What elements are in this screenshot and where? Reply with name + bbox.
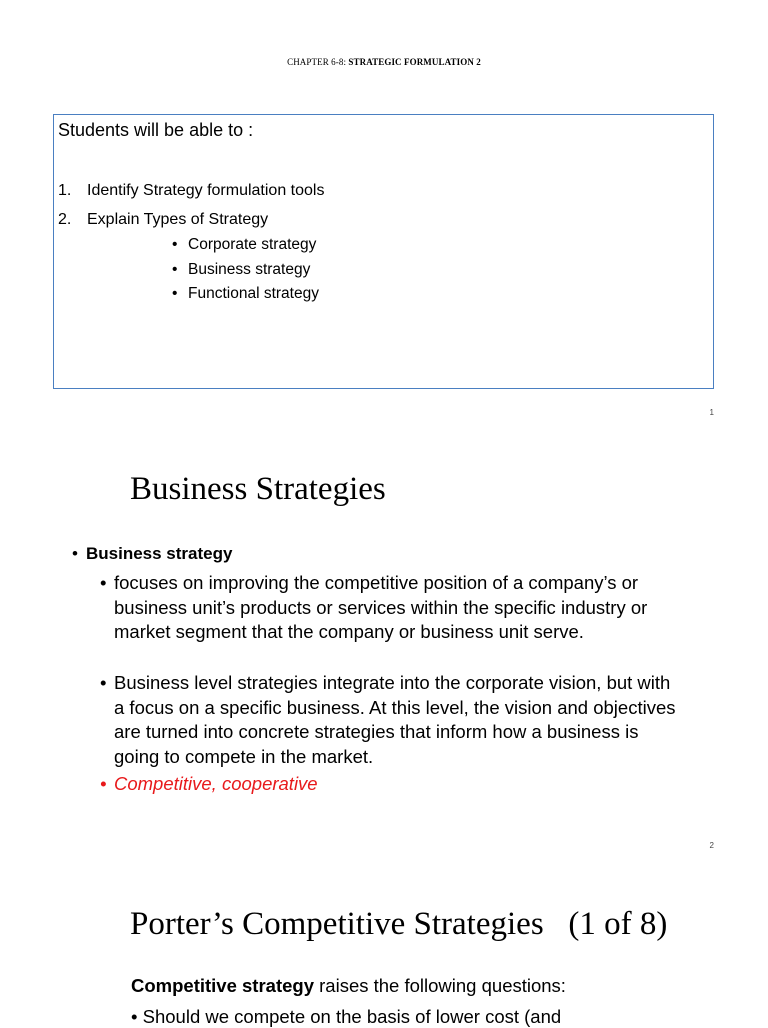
strategy-type-item: [172, 285, 319, 303]
bullet-icon: •: [72, 544, 78, 563]
bullet-item: [100, 571, 680, 645]
objectives-box: [53, 114, 714, 389]
slide-title: Business Strategies: [130, 471, 386, 507]
bullet-icon: •: [172, 236, 178, 253]
bullet-icon: •: [100, 572, 107, 593]
bullet-item: [100, 671, 680, 769]
porter-intro-rest: raises the following questions:: [314, 975, 566, 996]
bullet-icon: •: [100, 672, 107, 693]
bullet-text: focuses on improving the competitive position of a company’s or business unit’s products or services within the specific industry or market segment that the company or business unit serve.: [114, 572, 648, 643]
objective-text: Identify Strategy formulation tools: [87, 182, 325, 199]
objective-number: 2.: [58, 211, 72, 228]
bullet-text: Should we compete on the basis of lower cost (and: [142, 1006, 562, 1027]
strategy-type-item: [172, 236, 316, 254]
chapter-label: CHAPTER 6-8:: [287, 57, 349, 67]
page-number: 1: [709, 408, 714, 417]
bullet-text: Business level strategies integrate into the corporate vision, but with a focus on a specific business. At this level, the vision and objectives are turned into concrete strategies that inform how a business is going to compete in the market.: [114, 672, 676, 767]
bullet-item: [131, 1006, 561, 1028]
objectives-intro: Students will be able to :: [58, 120, 254, 140]
bullet-icon: •: [172, 261, 178, 278]
strategy-type-item: [172, 261, 310, 279]
bullet-icon: •: [131, 1006, 138, 1027]
chapter-title: STRATEGIC FORMULATION 2: [348, 57, 481, 67]
strategy-type-label: Business strategy: [188, 261, 311, 278]
bullet-heading-text: Business strategy: [86, 544, 233, 563]
porter-intro-bold: Competitive strategy: [131, 975, 314, 996]
bullet-text: Competitive, cooperative: [114, 773, 318, 794]
strategy-type-label: Corporate strategy: [188, 236, 317, 253]
bullet-icon: •: [100, 773, 107, 794]
objective-item: [58, 182, 324, 200]
strategy-type-label: Functional strategy: [188, 285, 319, 302]
objective-text: Explain Types of Strategy: [87, 211, 269, 228]
bullet-icon: •: [172, 285, 178, 302]
objective-item: [58, 211, 268, 229]
page-number: 2: [709, 841, 714, 850]
chapter-header: [0, 57, 768, 67]
slide-title: Porter’s Competitive Strategies (1 of 8): [130, 906, 668, 942]
porter-intro: [131, 975, 566, 997]
objective-number: 1.: [58, 182, 72, 199]
bullet-item-highlight: [100, 772, 680, 797]
bullet-heading: [72, 544, 232, 564]
